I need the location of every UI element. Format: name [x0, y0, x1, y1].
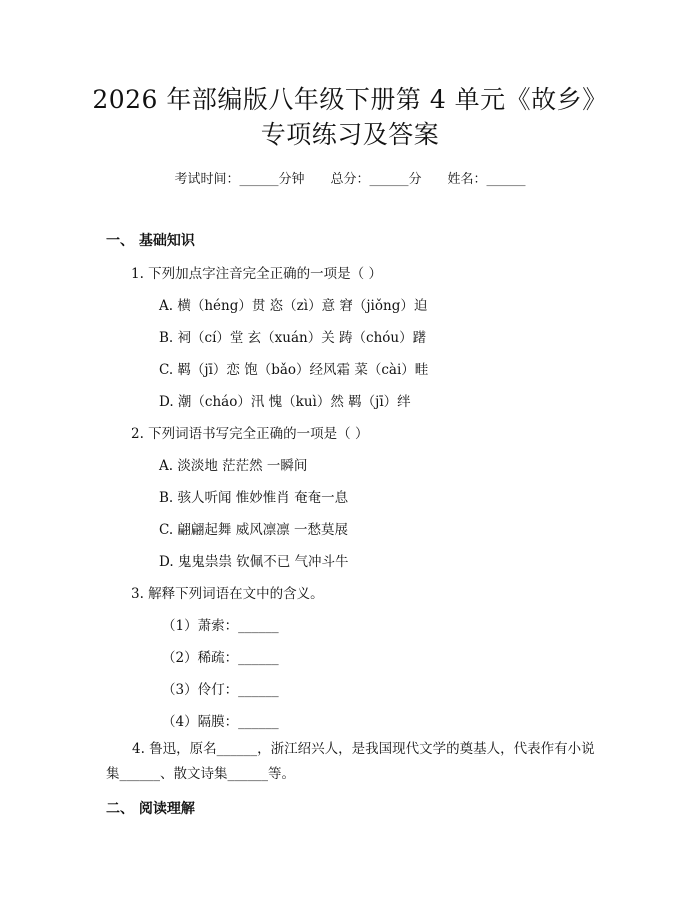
section-heading-basic-knowledge: 一、 基础知识	[106, 233, 195, 249]
question-1-option-b: B. 祠（cí）堂 玄（xuán）关 踌（chóu）躇	[159, 330, 427, 346]
document-title-line2: 专项练习及答案	[260, 120, 440, 149]
question-3-item-3: （3）伶仃：______	[162, 682, 279, 698]
question-1-option-a: A. 横（héng）贯 恣（zì）意 窘（jiǒng）迫	[159, 298, 428, 314]
question-3-stem: 3. 解释下列词语在文中的含义。	[131, 586, 324, 602]
document-title-line1: 2026 年部编版八年级下册第 4 单元《故乡》	[92, 85, 608, 114]
exam-info	[0, 168, 700, 187]
question-2-option-d: D. 鬼鬼祟祟 钦佩不已 气冲斗牛	[159, 554, 349, 570]
question-2-option-a: A. 淡淡地 茫茫然 一瞬间	[159, 458, 308, 474]
exam-time: 考试时间：______分钟	[174, 172, 305, 187]
question-1-stem: 1. 下列加点字注音完全正确的一项是（ ）	[131, 266, 382, 282]
question-2-option-c: C. 翩翩起舞 威风凛凛 一愁莫展	[159, 522, 349, 538]
question-2-stem: 2. 下列词语书写完全正确的一项是（ ）	[131, 426, 369, 442]
question-4-text: 4. 鲁迅，原名______，浙江绍兴人，是我国现代文学的奠基人，代表作有小说集______、散文诗集______等。	[106, 741, 595, 782]
question-2-option-b: B. 骇人听闻 惟妙惟肖 奄奄一息	[159, 490, 349, 506]
question-1-option-c: C. 羁（jī）恋 饱（bǎo）经风霜 菜（cài）畦	[159, 362, 429, 378]
question-3-item-1: （1）萧索：______	[162, 618, 279, 634]
section-heading-reading: 二、 阅读理解	[106, 801, 195, 817]
question-1-option-d: D. 潮（cháo）汛 愧（kuì）然 羁（jī）绊	[159, 394, 411, 410]
question-4-paragraph	[106, 737, 596, 787]
question-3-item-4: （4）隔膜：______	[162, 714, 279, 730]
exam-score: 总分：______分	[330, 172, 422, 187]
question-3-item-2: （2）稀疏：______	[162, 650, 279, 666]
student-name: 姓名：______	[447, 172, 526, 187]
